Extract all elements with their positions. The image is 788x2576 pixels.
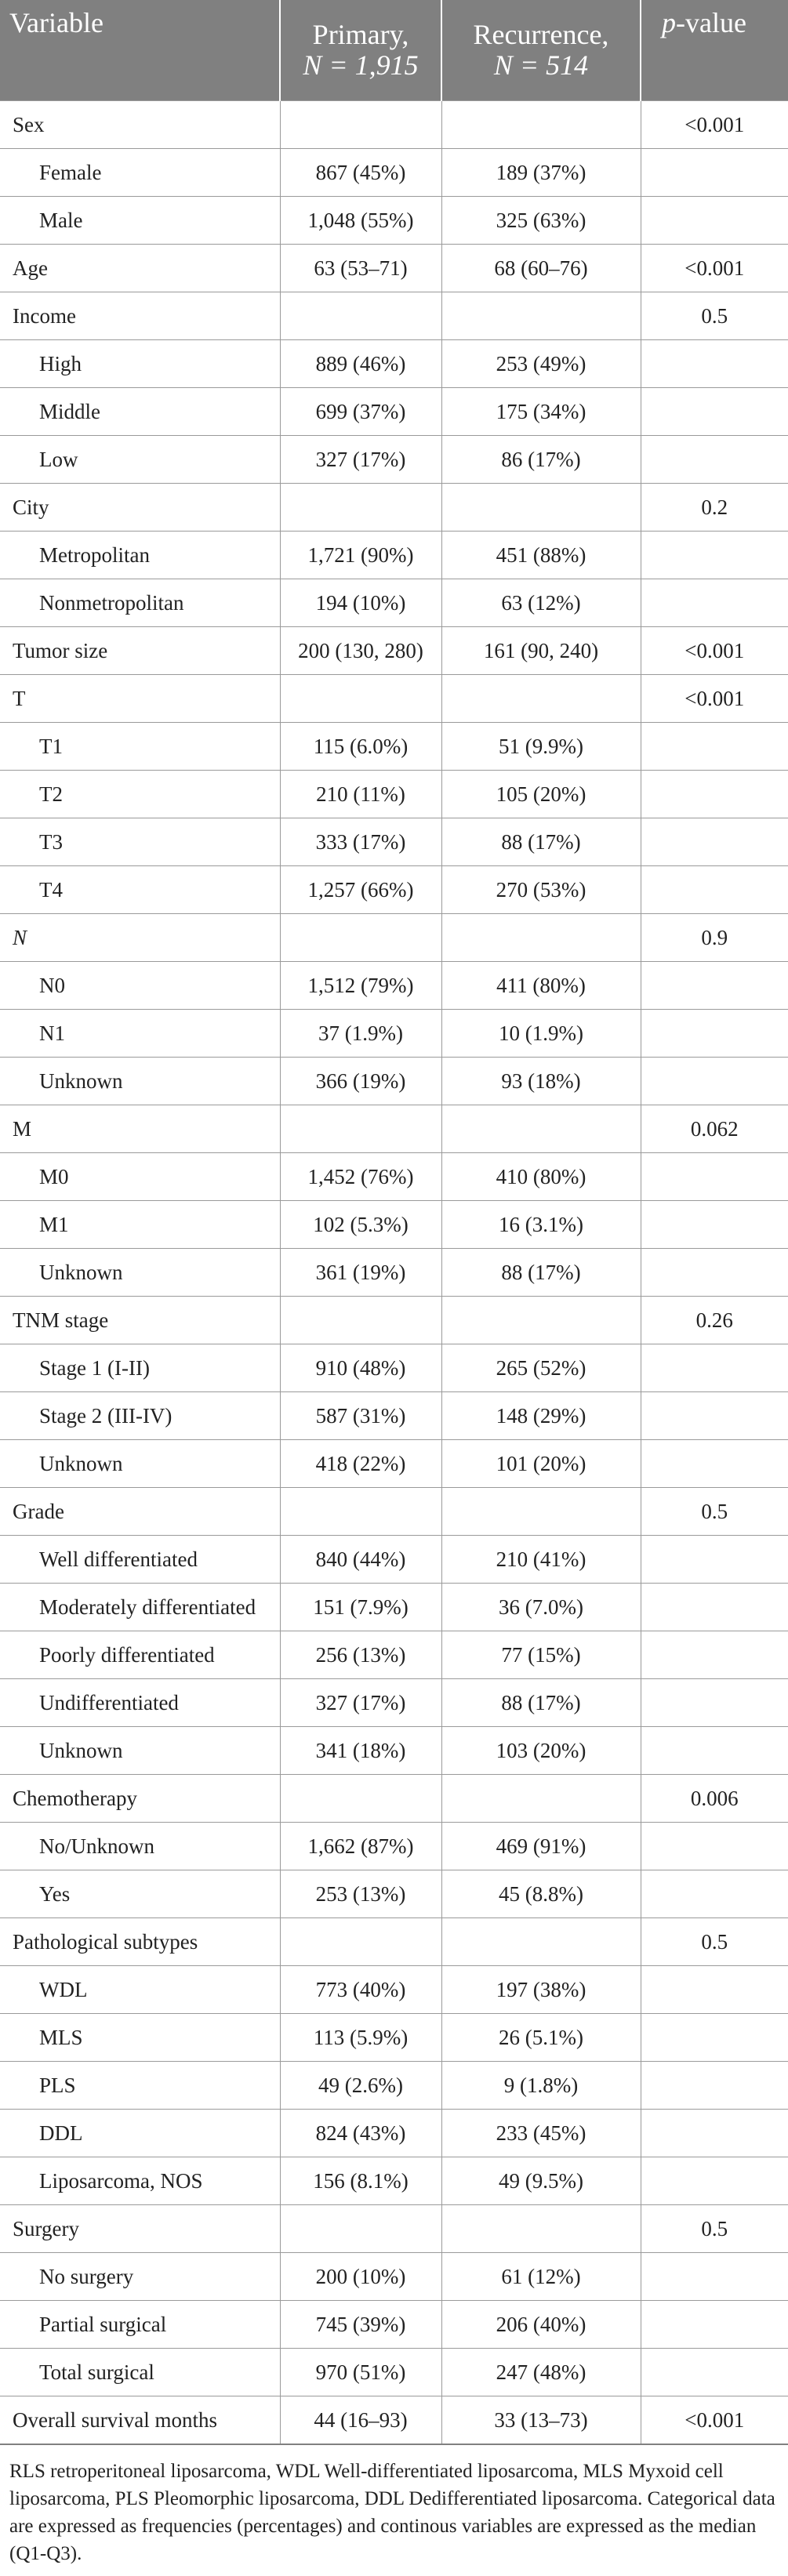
row-primary: 115 (6.0%)	[280, 723, 441, 771]
row-recurrence: 411 (80%)	[441, 962, 641, 1010]
table-row	[0, 1631, 788, 1679]
table-row	[0, 1297, 788, 1344]
row-pvalue	[641, 2110, 788, 2157]
table-row	[0, 2253, 788, 2301]
table-footnote: RLS retroperitoneal liposarcoma, WDL Well-differentiated liposarcoma, MLS Myxoid cell liposarcoma, PLS Pleomorphic liposarcoma, DDL Dedifferentiated liposarcoma. Categorical data are expressed as frequencies (percentages) and continous variables are expressed as the median (Q1-Q3).	[9, 2461, 775, 2564]
row-recurrence	[441, 1105, 641, 1153]
row-primary: 361 (19%)	[280, 1249, 441, 1297]
row-primary: 194 (10%)	[280, 579, 441, 627]
row-primary: 253 (13%)	[280, 1870, 441, 1918]
row-recurrence: 77 (15%)	[441, 1631, 641, 1679]
row-variable: N1	[0, 1010, 280, 1058]
row-pvalue	[641, 1584, 788, 1631]
row-pvalue	[641, 388, 788, 436]
row-variable: Unknown	[0, 1440, 280, 1488]
row-pvalue	[641, 1536, 788, 1584]
row-pvalue: <0.001	[641, 627, 788, 675]
row-variable: Nonmetropolitan	[0, 579, 280, 627]
row-pvalue	[641, 1058, 788, 1105]
row-primary: 341 (18%)	[280, 1727, 441, 1775]
row-primary	[280, 101, 441, 149]
row-recurrence: 68 (60–76)	[441, 245, 641, 292]
row-primary: 156 (8.1%)	[280, 2157, 441, 2205]
row-recurrence: 10 (1.9%)	[441, 1010, 641, 1058]
row-pvalue: 0.062	[641, 1105, 788, 1153]
row-pvalue	[641, 2014, 788, 2062]
table-row	[0, 675, 788, 723]
header-recurrence	[441, 0, 641, 101]
row-recurrence: 93 (18%)	[441, 1058, 641, 1105]
row-recurrence: 63 (12%)	[441, 579, 641, 627]
row-pvalue	[641, 1870, 788, 1918]
row-pvalue	[641, 1201, 788, 1249]
header-pvalue-rest: -value	[676, 7, 746, 38]
row-pvalue	[641, 1631, 788, 1679]
row-variable: M1	[0, 1201, 280, 1249]
row-pvalue: 0.9	[641, 914, 788, 962]
row-primary: 699 (37%)	[280, 388, 441, 436]
row-primary: 366 (19%)	[280, 1058, 441, 1105]
row-pvalue: 0.26	[641, 1297, 788, 1344]
row-primary: 867 (45%)	[280, 149, 441, 197]
row-variable: T	[0, 675, 280, 723]
table-row	[0, 2157, 788, 2205]
row-pvalue	[641, 723, 788, 771]
header-primary-n: N = 1,915	[303, 49, 419, 81]
row-pvalue	[641, 866, 788, 914]
row-variable: Stage 2 (III-IV)	[0, 1392, 280, 1440]
table-row	[0, 1918, 788, 1966]
row-primary: 102 (5.3%)	[280, 1201, 441, 1249]
table-row	[0, 1584, 788, 1631]
table-row	[0, 197, 788, 245]
row-variable: N	[0, 914, 280, 962]
row-recurrence: 451 (88%)	[441, 532, 641, 579]
table-row	[0, 101, 788, 149]
table-row	[0, 1775, 788, 1823]
table-row	[0, 245, 788, 292]
row-recurrence: 103 (20%)	[441, 1727, 641, 1775]
table-row	[0, 2349, 788, 2396]
row-pvalue	[641, 1153, 788, 1201]
row-recurrence: 161 (90, 240)	[441, 627, 641, 675]
table-row	[0, 771, 788, 818]
table-row	[0, 149, 788, 197]
row-primary: 1,662 (87%)	[280, 1823, 441, 1870]
row-primary: 824 (43%)	[280, 2110, 441, 2157]
row-variable: T3	[0, 818, 280, 866]
row-primary: 333 (17%)	[280, 818, 441, 866]
row-recurrence: 247 (48%)	[441, 2349, 641, 2396]
row-primary: 63 (53–71)	[280, 245, 441, 292]
row-primary	[280, 914, 441, 962]
table-row	[0, 1249, 788, 1297]
table-row	[0, 292, 788, 340]
row-recurrence	[441, 1775, 641, 1823]
row-variable: T2	[0, 771, 280, 818]
table-row	[0, 723, 788, 771]
row-recurrence	[441, 101, 641, 149]
row-recurrence: 9 (1.8%)	[441, 2062, 641, 2110]
row-recurrence: 45 (8.8%)	[441, 1870, 641, 1918]
row-primary: 745 (39%)	[280, 2301, 441, 2349]
row-variable: Male	[0, 197, 280, 245]
table-row	[0, 866, 788, 914]
row-pvalue	[641, 149, 788, 197]
row-variable: Overall survival months	[0, 2396, 280, 2445]
row-primary	[280, 2205, 441, 2253]
row-recurrence: 51 (9.9%)	[441, 723, 641, 771]
row-variable: DDL	[0, 2110, 280, 2157]
row-pvalue: 0.5	[641, 2205, 788, 2253]
row-recurrence: 88 (17%)	[441, 818, 641, 866]
row-primary: 327 (17%)	[280, 1679, 441, 1727]
table-body	[0, 101, 788, 2445]
table-row	[0, 1058, 788, 1105]
row-primary: 1,512 (79%)	[280, 962, 441, 1010]
row-variable: M	[0, 1105, 280, 1153]
row-primary: 113 (5.9%)	[280, 2014, 441, 2062]
row-recurrence: 61 (12%)	[441, 2253, 641, 2301]
row-pvalue: 0.2	[641, 484, 788, 532]
row-pvalue	[641, 1440, 788, 1488]
row-variable: T4	[0, 866, 280, 914]
header-row	[0, 0, 788, 101]
row-pvalue	[641, 962, 788, 1010]
header-recurrence-label: Recurrence,	[473, 19, 609, 50]
row-pvalue	[641, 1727, 788, 1775]
row-primary: 210 (11%)	[280, 771, 441, 818]
row-variable: Middle	[0, 388, 280, 436]
row-pvalue	[641, 197, 788, 245]
table-row	[0, 1536, 788, 1584]
row-primary: 37 (1.9%)	[280, 1010, 441, 1058]
row-variable: Chemotherapy	[0, 1775, 280, 1823]
row-variable: WDL	[0, 1966, 280, 2014]
row-pvalue	[641, 2253, 788, 2301]
row-pvalue	[641, 2157, 788, 2205]
row-variable: Low	[0, 436, 280, 484]
table-row	[0, 1679, 788, 1727]
table-row	[0, 484, 788, 532]
row-pvalue	[641, 340, 788, 388]
row-primary: 1,048 (55%)	[280, 197, 441, 245]
table-row	[0, 1105, 788, 1153]
table-row	[0, 818, 788, 866]
row-pvalue: 0.5	[641, 1918, 788, 1966]
table-row	[0, 579, 788, 627]
row-pvalue	[641, 1679, 788, 1727]
row-recurrence	[441, 1488, 641, 1536]
row-variable: T1	[0, 723, 280, 771]
row-variable: Poorly differentiated	[0, 1631, 280, 1679]
row-primary	[280, 675, 441, 723]
row-pvalue	[641, 532, 788, 579]
row-recurrence: 270 (53%)	[441, 866, 641, 914]
row-primary: 200 (130, 280)	[280, 627, 441, 675]
row-variable: Pathological subtypes	[0, 1918, 280, 1966]
row-pvalue: <0.001	[641, 2396, 788, 2445]
row-pvalue	[641, 1966, 788, 2014]
row-primary: 840 (44%)	[280, 1536, 441, 1584]
table-header	[0, 0, 788, 101]
table-row	[0, 1010, 788, 1058]
table-row	[0, 1727, 788, 1775]
table-row	[0, 2396, 788, 2445]
row-variable: N0	[0, 962, 280, 1010]
row-pvalue: <0.001	[641, 245, 788, 292]
row-variable: Unknown	[0, 1727, 280, 1775]
row-variable: Moderately differentiated	[0, 1584, 280, 1631]
row-pvalue: 0.5	[641, 292, 788, 340]
row-variable: Partial surgical	[0, 2301, 280, 2349]
row-recurrence: 410 (80%)	[441, 1153, 641, 1201]
row-variable: Liposarcoma, NOS	[0, 2157, 280, 2205]
table-row	[0, 1488, 788, 1536]
table-row	[0, 2301, 788, 2349]
row-variable: Tumor size	[0, 627, 280, 675]
row-recurrence: 469 (91%)	[441, 1823, 641, 1870]
row-recurrence	[441, 2205, 641, 2253]
row-primary	[280, 484, 441, 532]
row-primary: 49 (2.6%)	[280, 2062, 441, 2110]
row-primary: 1,452 (76%)	[280, 1153, 441, 1201]
row-primary	[280, 1297, 441, 1344]
row-variable: Sex	[0, 101, 280, 149]
row-primary	[280, 1488, 441, 1536]
table-row	[0, 1201, 788, 1249]
row-recurrence: 101 (20%)	[441, 1440, 641, 1488]
table-row	[0, 1440, 788, 1488]
row-primary: 970 (51%)	[280, 2349, 441, 2396]
row-pvalue: 0.006	[641, 1775, 788, 1823]
row-recurrence: 88 (17%)	[441, 1679, 641, 1727]
row-variable: No/Unknown	[0, 1823, 280, 1870]
header-primary-label: Primary,	[312, 19, 409, 50]
row-pvalue	[641, 579, 788, 627]
row-pvalue	[641, 2301, 788, 2349]
header-recurrence-n: N = 514	[493, 49, 589, 81]
row-recurrence	[441, 484, 641, 532]
row-variable: High	[0, 340, 280, 388]
row-recurrence: 175 (34%)	[441, 388, 641, 436]
row-primary: 327 (17%)	[280, 436, 441, 484]
row-primary: 587 (31%)	[280, 1392, 441, 1440]
header-primary	[280, 0, 441, 101]
header-pvalue	[641, 0, 788, 101]
row-primary: 151 (7.9%)	[280, 1584, 441, 1631]
row-primary	[280, 1775, 441, 1823]
row-pvalue: <0.001	[641, 675, 788, 723]
row-primary: 1,721 (90%)	[280, 532, 441, 579]
row-pvalue	[641, 2349, 788, 2396]
row-variable: Age	[0, 245, 280, 292]
row-recurrence: 49 (9.5%)	[441, 2157, 641, 2205]
row-recurrence: 33 (13–73)	[441, 2396, 641, 2445]
row-variable: Grade	[0, 1488, 280, 1536]
row-primary	[280, 292, 441, 340]
table-row	[0, 1823, 788, 1870]
row-variable: Total surgical	[0, 2349, 280, 2396]
table-row	[0, 2014, 788, 2062]
table-row	[0, 2062, 788, 2110]
row-pvalue: <0.001	[641, 101, 788, 149]
row-primary: 1,257 (66%)	[280, 866, 441, 914]
row-pvalue: 0.5	[641, 1488, 788, 1536]
row-pvalue	[641, 771, 788, 818]
header-pvalue-p: p	[662, 7, 676, 38]
table-row	[0, 1392, 788, 1440]
row-variable: Well differentiated	[0, 1536, 280, 1584]
table-row	[0, 340, 788, 388]
row-primary	[280, 1918, 441, 1966]
row-recurrence: 233 (45%)	[441, 2110, 641, 2157]
row-pvalue	[641, 436, 788, 484]
row-pvalue	[641, 1392, 788, 1440]
row-variable: Yes	[0, 1870, 280, 1918]
row-variable: Unknown	[0, 1249, 280, 1297]
row-recurrence: 105 (20%)	[441, 771, 641, 818]
table-row	[0, 388, 788, 436]
row-pvalue	[641, 1823, 788, 1870]
table-row	[0, 1870, 788, 1918]
row-recurrence: 325 (63%)	[441, 197, 641, 245]
row-primary: 910 (48%)	[280, 1344, 441, 1392]
table-row	[0, 914, 788, 962]
table-row	[0, 1344, 788, 1392]
table-row	[0, 436, 788, 484]
row-variable: No surgery	[0, 2253, 280, 2301]
table-row	[0, 2110, 788, 2157]
table-row	[0, 2205, 788, 2253]
row-recurrence	[441, 292, 641, 340]
table-row	[0, 1966, 788, 2014]
table-row	[0, 627, 788, 675]
row-recurrence: 265 (52%)	[441, 1344, 641, 1392]
table-row	[0, 1153, 788, 1201]
row-primary: 889 (46%)	[280, 340, 441, 388]
row-recurrence: 210 (41%)	[441, 1536, 641, 1584]
row-primary: 418 (22%)	[280, 1440, 441, 1488]
row-recurrence: 189 (37%)	[441, 149, 641, 197]
row-recurrence	[441, 914, 641, 962]
row-variable: City	[0, 484, 280, 532]
row-recurrence: 26 (5.1%)	[441, 2014, 641, 2062]
row-recurrence: 16 (3.1%)	[441, 1201, 641, 1249]
table-row	[0, 532, 788, 579]
row-recurrence: 206 (40%)	[441, 2301, 641, 2349]
row-pvalue	[641, 2062, 788, 2110]
row-recurrence: 36 (7.0%)	[441, 1584, 641, 1631]
row-variable: PLS	[0, 2062, 280, 2110]
row-variable: Income	[0, 292, 280, 340]
row-pvalue	[641, 1249, 788, 1297]
row-variable: TNM stage	[0, 1297, 280, 1344]
row-variable: MLS	[0, 2014, 280, 2062]
row-primary: 44 (16–93)	[280, 2396, 441, 2445]
row-pvalue	[641, 1010, 788, 1058]
row-recurrence	[441, 675, 641, 723]
header-variable	[0, 0, 280, 101]
row-variable: Unknown	[0, 1058, 280, 1105]
row-variable: Stage 1 (I-II)	[0, 1344, 280, 1392]
row-pvalue	[641, 818, 788, 866]
row-recurrence: 88 (17%)	[441, 1249, 641, 1297]
row-variable: Surgery	[0, 2205, 280, 2253]
row-variable: Female	[0, 149, 280, 197]
row-recurrence: 253 (49%)	[441, 340, 641, 388]
row-variable: Undifferentiated	[0, 1679, 280, 1727]
row-primary: 256 (13%)	[280, 1631, 441, 1679]
row-primary: 200 (10%)	[280, 2253, 441, 2301]
row-variable: Metropolitan	[0, 532, 280, 579]
row-recurrence: 197 (38%)	[441, 1966, 641, 2014]
row-variable: M0	[0, 1153, 280, 1201]
header-variable-label: Variable	[9, 7, 103, 38]
row-recurrence: 86 (17%)	[441, 436, 641, 484]
row-recurrence	[441, 1297, 641, 1344]
row-primary	[280, 1105, 441, 1153]
row-recurrence: 148 (29%)	[441, 1392, 641, 1440]
row-pvalue	[641, 1344, 788, 1392]
row-primary: 773 (40%)	[280, 1966, 441, 2014]
row-recurrence	[441, 1918, 641, 1966]
table-row	[0, 962, 788, 1010]
